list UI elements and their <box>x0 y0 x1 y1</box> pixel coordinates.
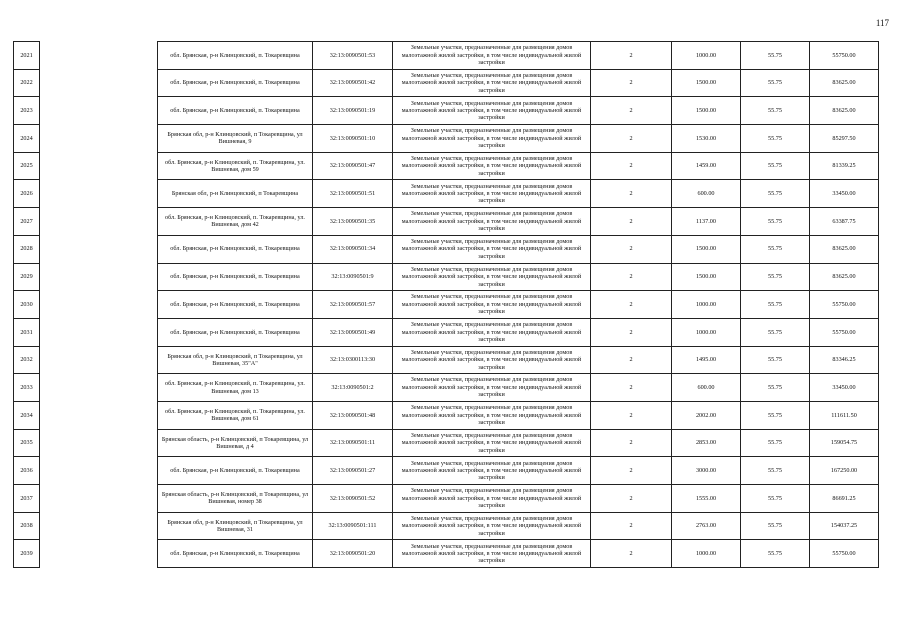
rate-cell: 55.75 <box>741 512 810 540</box>
cadastral-value-cell: 55750.00 <box>810 540 879 568</box>
area-cell: 1555.00 <box>672 485 741 513</box>
table-row <box>14 457 879 485</box>
cadastral-number-cell: 32:13:0090501:42 <box>313 69 393 97</box>
rate-cell: 55.75 <box>741 291 810 319</box>
address-cell: Брянская область, р-н Клинцовский, п Токаревщина, ул Вишневая, д 4 <box>158 429 313 457</box>
table-row <box>14 97 879 125</box>
group-cell: 2 <box>591 180 672 208</box>
cadastral-value-cell: 83346.25 <box>810 346 879 374</box>
cadastral-value-cell: 83625.00 <box>810 263 879 291</box>
spacer-cell <box>40 346 158 374</box>
area-cell: 1500.00 <box>672 235 741 263</box>
rate-cell: 55.75 <box>741 263 810 291</box>
table-row <box>14 485 879 513</box>
land-purpose-cell: Земельные участки, предназначенные для размещения домов малоэтажной жилой застройки, в том числе индивидуальной жилой застройки <box>393 97 591 125</box>
area-cell: 1000.00 <box>672 318 741 346</box>
land-purpose-cell: Земельные участки, предназначенные для размещения домов малоэтажной жилой застройки, в том числе индивидуальной жилой застройки <box>393 180 591 208</box>
table-row <box>14 263 879 291</box>
address-cell: Брянская область, р-н Клинцовский, п Токаревщина, ул Вишневая, номер 38 <box>158 485 313 513</box>
table-row <box>14 346 879 374</box>
rate-cell: 55.75 <box>741 69 810 97</box>
area-cell: 1500.00 <box>672 97 741 125</box>
table-row <box>14 69 879 97</box>
cadastral-value-cell: 55750.00 <box>810 291 879 319</box>
spacer-cell <box>40 235 158 263</box>
row-number-cell: 2035 <box>14 429 40 457</box>
cadastral-value-cell: 55750.00 <box>810 42 879 70</box>
address-cell: Брянская обл, р-н Клинцовский, п Токаревщина <box>158 180 313 208</box>
address-cell: обл. Брянская, р-н Клинцовский, п. Токаревщина <box>158 291 313 319</box>
spacer-cell <box>40 42 158 70</box>
area-cell: 1495.00 <box>672 346 741 374</box>
spacer-cell <box>40 374 158 402</box>
row-number-cell: 2030 <box>14 291 40 319</box>
row-number-cell: 2026 <box>14 180 40 208</box>
cadastral-value-cell: 63387.75 <box>810 208 879 236</box>
spacer-cell <box>40 318 158 346</box>
row-number-cell: 2028 <box>14 235 40 263</box>
address-cell: обл. Брянская, р-н Клинцовский, п. Токаревщина, ул. Вишневая, дом 13 <box>158 374 313 402</box>
cadastral-number-cell: 32:13:0090501:19 <box>313 97 393 125</box>
spacer-cell <box>40 180 158 208</box>
land-purpose-cell: Земельные участки, предназначенные для размещения домов малоэтажной жилой застройки, в том числе индивидуальной жилой застройки <box>393 485 591 513</box>
row-number-cell: 2024 <box>14 125 40 153</box>
spacer-cell <box>40 69 158 97</box>
cadastral-value-cell: 86691.25 <box>810 485 879 513</box>
cadastral-number-cell: 32:13:0090501:48 <box>313 401 393 429</box>
group-cell: 2 <box>591 512 672 540</box>
area-cell: 1137.00 <box>672 208 741 236</box>
row-number-cell: 2029 <box>14 263 40 291</box>
address-cell: обл. Брянская, р-н Клинцовский, п. Токаревщина <box>158 235 313 263</box>
rate-cell: 55.75 <box>741 125 810 153</box>
spacer-cell <box>40 540 158 568</box>
cadastral-number-cell: 32:13:0090501:10 <box>313 125 393 153</box>
group-cell: 2 <box>591 263 672 291</box>
table-row <box>14 512 879 540</box>
row-number-cell: 2033 <box>14 374 40 402</box>
group-cell: 2 <box>591 42 672 70</box>
row-number-cell: 2032 <box>14 346 40 374</box>
spacer-cell <box>40 485 158 513</box>
group-cell: 2 <box>591 97 672 125</box>
address-cell: обл. Брянская, р-н Клинцовский, п. Токаревщина <box>158 318 313 346</box>
address-cell: Брянская обл, р-н Клинцовский, п Токаревщина, ул Вишневая, 35"А" <box>158 346 313 374</box>
rate-cell: 55.75 <box>741 152 810 180</box>
area-cell: 2763.00 <box>672 512 741 540</box>
rate-cell: 55.75 <box>741 42 810 70</box>
cadastral-value-cell: 33450.00 <box>810 180 879 208</box>
cadastral-number-cell: 32:13:0090501:11 <box>313 429 393 457</box>
table-row <box>14 152 879 180</box>
row-number-cell: 2039 <box>14 540 40 568</box>
area-cell: 2002.00 <box>672 401 741 429</box>
land-purpose-cell: Земельные участки, предназначенные для размещения домов малоэтажной жилой застройки, в том числе индивидуальной жилой застройки <box>393 263 591 291</box>
cadastral-value-table <box>13 41 879 568</box>
cadastral-value-cell: 167250.00 <box>810 457 879 485</box>
group-cell: 2 <box>591 429 672 457</box>
cadastral-number-cell: 32:13:0090501:27 <box>313 457 393 485</box>
spacer-cell <box>40 457 158 485</box>
area-cell: 1000.00 <box>672 42 741 70</box>
table-row <box>14 291 879 319</box>
land-purpose-cell: Земельные участки, предназначенные для размещения домов малоэтажной жилой застройки, в том числе индивидуальной жилой застройки <box>393 318 591 346</box>
row-number-cell: 2037 <box>14 485 40 513</box>
land-purpose-cell: Земельные участки, предназначенные для размещения домов малоэтажной жилой застройки, в том числе индивидуальной жилой застройки <box>393 291 591 319</box>
address-cell: обл. Брянская, р-н Клинцовский, п. Токаревщина <box>158 457 313 485</box>
area-cell: 1000.00 <box>672 540 741 568</box>
land-purpose-cell: Земельные участки, предназначенные для размещения домов малоэтажной жилой застройки, в том числе индивидуальной жилой застройки <box>393 152 591 180</box>
cadastral-value-cell: 81339.25 <box>810 152 879 180</box>
cadastral-number-cell: 32:13:0090501:57 <box>313 291 393 319</box>
cadastral-number-cell: 32:13:0090501:53 <box>313 42 393 70</box>
group-cell: 2 <box>591 485 672 513</box>
cadastral-number-cell: 32:13:0090501:111 <box>313 512 393 540</box>
group-cell: 2 <box>591 346 672 374</box>
area-cell: 600.00 <box>672 180 741 208</box>
land-purpose-cell: Земельные участки, предназначенные для размещения домов малоэтажной жилой застройки, в том числе индивидуальной жилой застройки <box>393 346 591 374</box>
rate-cell: 55.75 <box>741 429 810 457</box>
row-number-cell: 2031 <box>14 318 40 346</box>
table-row <box>14 429 879 457</box>
row-number-cell: 2022 <box>14 69 40 97</box>
rate-cell: 55.75 <box>741 457 810 485</box>
cadastral-number-cell: 32:13:0090501:49 <box>313 318 393 346</box>
land-purpose-cell: Земельные участки, предназначенные для размещения домов малоэтажной жилой застройки, в том числе индивидуальной жилой застройки <box>393 235 591 263</box>
land-purpose-cell: Земельные участки, предназначенные для размещения домов малоэтажной жилой застройки, в том числе индивидуальной жилой застройки <box>393 401 591 429</box>
address-cell: обл. Брянская, р-н Клинцовский, п. Токаревщина, ул. Вишневая, дом 61 <box>158 401 313 429</box>
address-cell: обл. Брянская, р-н Клинцовский, п. Токаревщина, ул. Вишневая, дом 59 <box>158 152 313 180</box>
rate-cell: 55.75 <box>741 485 810 513</box>
row-number-cell: 2025 <box>14 152 40 180</box>
group-cell: 2 <box>591 125 672 153</box>
cadastral-value-cell: 83625.00 <box>810 235 879 263</box>
row-number-cell: 2027 <box>14 208 40 236</box>
table-row <box>14 180 879 208</box>
cadastral-number-cell: 32:13:0300113:30 <box>313 346 393 374</box>
cadastral-value-cell: 83625.00 <box>810 97 879 125</box>
land-purpose-cell: Земельные участки, предназначенные для размещения домов малоэтажной жилой застройки, в том числе индивидуальной жилой застройки <box>393 125 591 153</box>
cadastral-number-cell: 32:13:0090501:47 <box>313 152 393 180</box>
land-purpose-cell: Земельные участки, предназначенные для размещения домов малоэтажной жилой застройки, в том числе индивидуальной жилой застройки <box>393 42 591 70</box>
table-body <box>14 42 879 568</box>
table-row <box>14 318 879 346</box>
rate-cell: 55.75 <box>741 540 810 568</box>
cadastral-number-cell: 32:13:0090501:52 <box>313 485 393 513</box>
land-purpose-cell: Земельные участки, предназначенные для размещения домов малоэтажной жилой застройки, в том числе индивидуальной жилой застройки <box>393 69 591 97</box>
spacer-cell <box>40 291 158 319</box>
spacer-cell <box>40 208 158 236</box>
row-number-cell: 2034 <box>14 401 40 429</box>
area-cell: 1459.00 <box>672 152 741 180</box>
cadastral-number-cell: 32:13:0090501:20 <box>313 540 393 568</box>
group-cell: 2 <box>591 208 672 236</box>
address-cell: обл. Брянская, р-н Клинцовский, п. Токаревщина <box>158 540 313 568</box>
land-purpose-cell: Земельные участки, предназначенные для размещения домов малоэтажной жилой застройки, в том числе индивидуальной жилой застройки <box>393 540 591 568</box>
group-cell: 2 <box>591 235 672 263</box>
area-cell: 1500.00 <box>672 263 741 291</box>
address-cell: обл. Брянская, р-н Клинцовский, п. Токаревщина <box>158 69 313 97</box>
rate-cell: 55.75 <box>741 97 810 125</box>
cadastral-value-cell: 33450.00 <box>810 374 879 402</box>
row-number-cell: 2021 <box>14 42 40 70</box>
rate-cell: 55.75 <box>741 346 810 374</box>
rate-cell: 55.75 <box>741 208 810 236</box>
land-purpose-cell: Земельные участки, предназначенные для размещения домов малоэтажной жилой застройки, в том числе индивидуальной жилой застройки <box>393 374 591 402</box>
spacer-cell <box>40 152 158 180</box>
group-cell: 2 <box>591 152 672 180</box>
page-number: 117 <box>875 18 889 28</box>
address-cell: обл. Брянская, р-н Клинцовский, п. Токаревщина <box>158 42 313 70</box>
address-cell: обл. Брянская, р-н Клинцовский, п. Токаревщина <box>158 97 313 125</box>
area-cell: 1000.00 <box>672 291 741 319</box>
land-purpose-cell: Земельные участки, предназначенные для размещения домов малоэтажной жилой застройки, в том числе индивидуальной жилой застройки <box>393 457 591 485</box>
cadastral-value-cell: 159054.75 <box>810 429 879 457</box>
row-number-cell: 2023 <box>14 97 40 125</box>
group-cell: 2 <box>591 457 672 485</box>
table-row <box>14 42 879 70</box>
cadastral-number-cell: 32:13:0090501:34 <box>313 235 393 263</box>
spacer-cell <box>40 125 158 153</box>
group-cell: 2 <box>591 540 672 568</box>
group-cell: 2 <box>591 291 672 319</box>
area-cell: 2853.00 <box>672 429 741 457</box>
row-number-cell: 2036 <box>14 457 40 485</box>
land-purpose-cell: Земельные участки, предназначенные для размещения домов малоэтажной жилой застройки, в том числе индивидуальной жилой застройки <box>393 512 591 540</box>
address-cell: Брянская обл, р-н Клинцовский, п Токаревщина, ул Вишневая, 9 <box>158 125 313 153</box>
rate-cell: 55.75 <box>741 318 810 346</box>
group-cell: 2 <box>591 401 672 429</box>
cadastral-number-cell: 32:13:0090501:9 <box>313 263 393 291</box>
group-cell: 2 <box>591 318 672 346</box>
area-cell: 600.00 <box>672 374 741 402</box>
land-purpose-cell: Земельные участки, предназначенные для размещения домов малоэтажной жилой застройки, в том числе индивидуальной жилой застройки <box>393 429 591 457</box>
spacer-cell <box>40 97 158 125</box>
group-cell: 2 <box>591 374 672 402</box>
spacer-cell <box>40 263 158 291</box>
spacer-cell <box>40 401 158 429</box>
rate-cell: 55.75 <box>741 235 810 263</box>
land-purpose-cell: Земельные участки, предназначенные для размещения домов малоэтажной жилой застройки, в том числе индивидуальной жилой застройки <box>393 208 591 236</box>
address-cell: обл. Брянская, р-н Клинцовский, п. Токаревщина <box>158 263 313 291</box>
rate-cell: 55.75 <box>741 374 810 402</box>
table-row <box>14 125 879 153</box>
cadastral-value-cell: 85297.50 <box>810 125 879 153</box>
table-row <box>14 235 879 263</box>
cadastral-value-cell: 83625.00 <box>810 69 879 97</box>
cadastral-number-cell: 32:13:0090501:51 <box>313 180 393 208</box>
table-row <box>14 540 879 568</box>
group-cell: 2 <box>591 69 672 97</box>
address-cell: Брянская обл, р-н Клинцовский, п Токаревщина, ул Вишневая, 31 <box>158 512 313 540</box>
area-cell: 1500.00 <box>672 69 741 97</box>
row-number-cell: 2038 <box>14 512 40 540</box>
address-cell: обл. Брянская, р-н Клинцовский, п. Токаревщина, ул. Вишневая, дом 42 <box>158 208 313 236</box>
cadastral-number-cell: 32:13:0090501:2 <box>313 374 393 402</box>
cadastral-value-cell: 111611.50 <box>810 401 879 429</box>
table-row <box>14 208 879 236</box>
rate-cell: 55.75 <box>741 401 810 429</box>
table-row <box>14 374 879 402</box>
cadastral-number-cell: 32:13:0090501:35 <box>313 208 393 236</box>
rate-cell: 55.75 <box>741 180 810 208</box>
spacer-cell <box>40 512 158 540</box>
area-cell: 3000.00 <box>672 457 741 485</box>
spacer-cell <box>40 429 158 457</box>
area-cell: 1530.00 <box>672 125 741 153</box>
cadastral-value-cell: 154037.25 <box>810 512 879 540</box>
table-row <box>14 401 879 429</box>
cadastral-value-cell: 55750.00 <box>810 318 879 346</box>
